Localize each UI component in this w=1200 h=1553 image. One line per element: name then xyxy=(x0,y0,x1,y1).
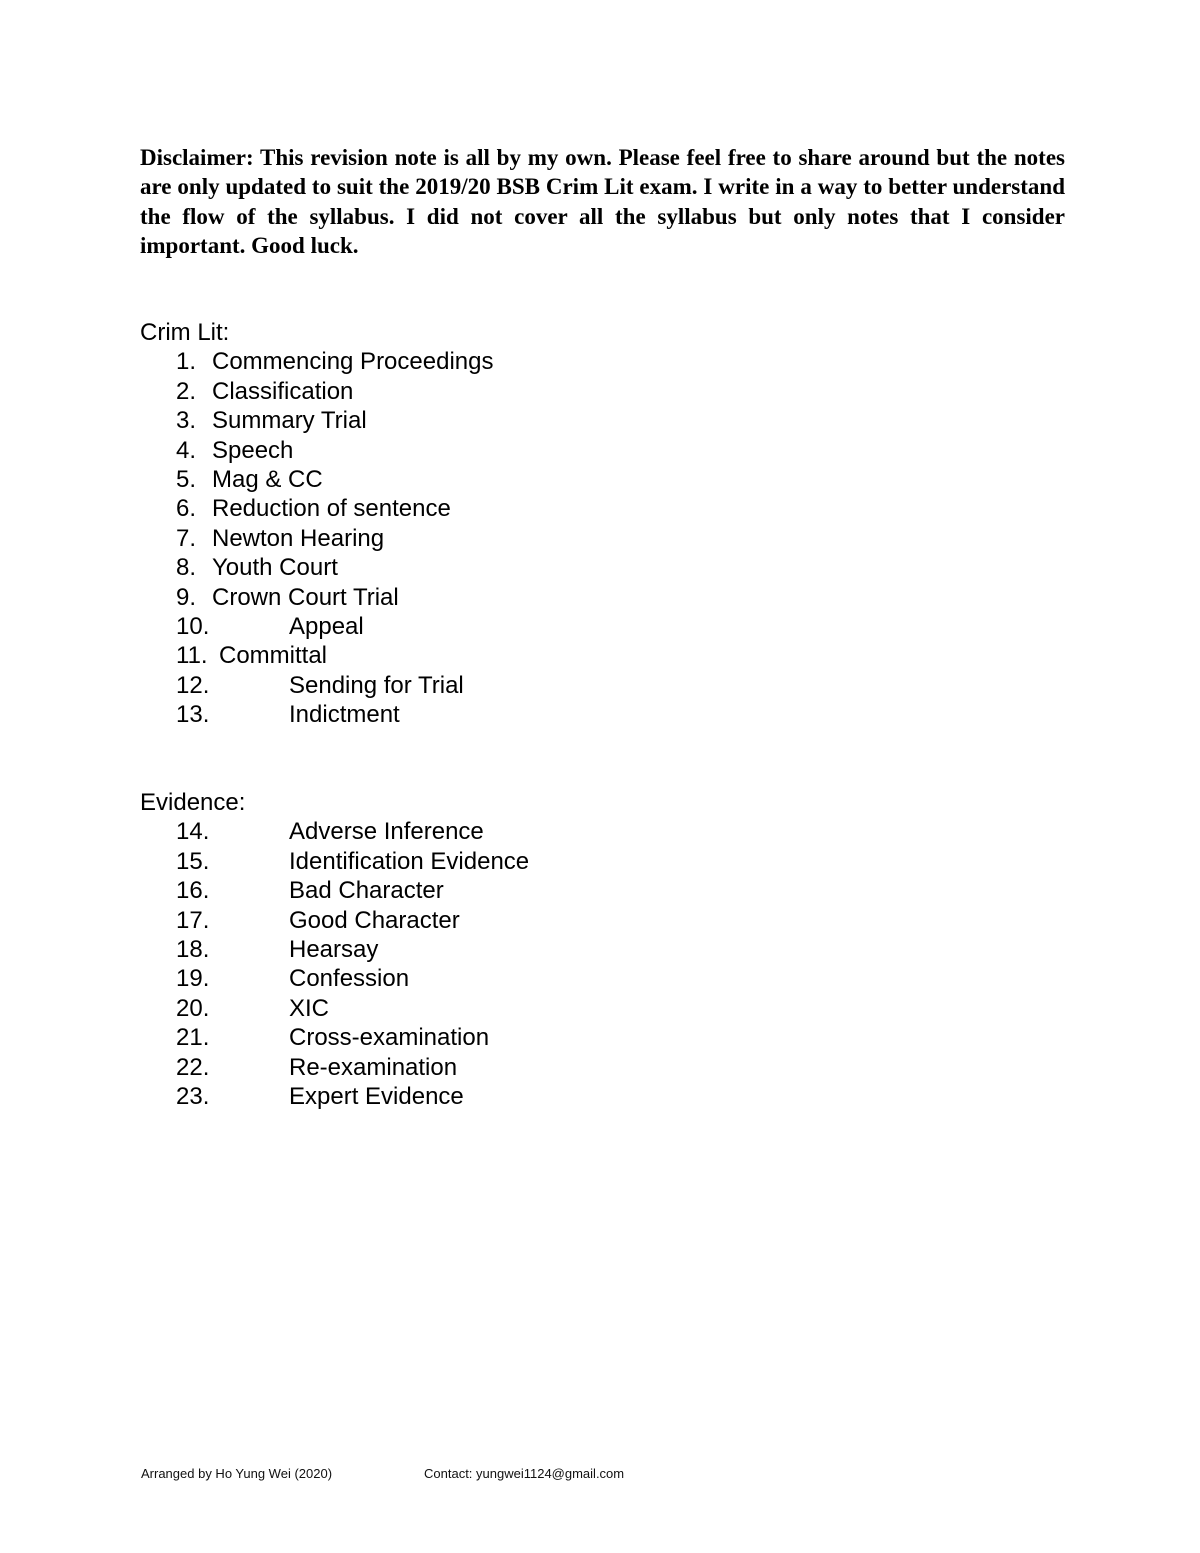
list-item-label: Cross-examination xyxy=(289,1024,490,1052)
list-item-number: 3. xyxy=(176,407,197,435)
list-item-number: 11. xyxy=(176,642,208,670)
list-item-number: 15. xyxy=(176,847,210,875)
footer-contact: Contact: yungwei1124@gmail.com xyxy=(424,1466,625,1481)
list-item-label: Adverse Inference xyxy=(289,818,484,846)
list-item-number: 13. xyxy=(176,701,210,729)
list-item xyxy=(140,641,328,670)
list-item-label: Youth Court xyxy=(212,554,338,582)
list-item xyxy=(140,465,323,494)
footer-arranged-by: Arranged by Ho Yung Wei (2020) xyxy=(141,1466,333,1481)
disclaimer-paragraph: Disclaimer: This revision note is all by my own. Please feel free to share around but the notes are only updated to suit the 2019/20 BSB Crim Lit exam. I write in a way to better understand the flow of the syllabus. I did not cover all the syllabus but only notes that I consider important. Good luck. xyxy=(140,145,1065,258)
list-item-label: XIC xyxy=(289,994,330,1022)
list-item-label: Crown Court Trial xyxy=(212,583,399,611)
list-item-label: Speech xyxy=(212,436,294,464)
list-item-label: Confession xyxy=(289,965,410,993)
list-item xyxy=(140,1053,458,1082)
list-item-number: 18. xyxy=(176,935,210,963)
list-item xyxy=(140,406,367,435)
list-item-label: Mag & CC xyxy=(212,465,323,493)
list-item-number: 22. xyxy=(176,1053,210,1081)
evidence-heading: Evidence: xyxy=(140,789,246,816)
list-item-number: 5. xyxy=(176,465,197,493)
list-item xyxy=(140,436,294,465)
list-item-label: Sending for Trial xyxy=(289,671,464,699)
list-item xyxy=(140,347,494,376)
list-item xyxy=(140,847,530,876)
list-item xyxy=(140,1023,490,1052)
list-item-label: Indictment xyxy=(289,701,400,729)
list-item xyxy=(140,906,460,935)
list-item-number: 2. xyxy=(176,377,197,405)
list-item-number: 12. xyxy=(176,671,210,699)
list-item-number: 8. xyxy=(176,554,197,582)
list-item-number: 4. xyxy=(176,436,197,464)
list-item-label: Summary Trial xyxy=(212,407,367,435)
list-item-label: Re-examination xyxy=(289,1053,458,1081)
list-item-number: 7. xyxy=(176,524,197,552)
list-item xyxy=(140,524,385,553)
list-item-label: Bad Character xyxy=(289,877,444,905)
list-item-number: 20. xyxy=(176,994,210,1022)
list-item xyxy=(140,612,364,641)
list-item-number: 17. xyxy=(176,906,210,934)
list-item xyxy=(140,817,484,846)
list-item-number: 1. xyxy=(176,348,197,376)
list-item xyxy=(140,964,410,993)
list-item-label: Reduction of sentence xyxy=(212,495,451,523)
list-item-label: Hearsay xyxy=(289,935,379,963)
list-item-number: 10. xyxy=(176,612,210,640)
list-item xyxy=(140,583,399,612)
list-item xyxy=(140,1082,464,1111)
list-item-label: Committal xyxy=(219,642,328,670)
list-item-number: 21. xyxy=(176,1024,210,1052)
list-item-number: 16. xyxy=(176,877,210,905)
crim-lit-section xyxy=(140,318,494,729)
list-item-label: Commencing Proceedings xyxy=(212,348,494,376)
list-item xyxy=(140,994,330,1023)
list-item-number: 23. xyxy=(176,1082,210,1110)
list-item xyxy=(140,935,379,964)
list-item xyxy=(140,700,400,729)
crim-lit-heading: Crim Lit: xyxy=(140,319,230,346)
list-item-label: Good Character xyxy=(289,906,460,934)
list-item-label: Expert Evidence xyxy=(289,1082,464,1110)
list-item-label: Classification xyxy=(212,377,354,405)
list-item xyxy=(140,377,354,406)
list-item xyxy=(140,876,444,905)
evidence-section xyxy=(140,788,530,1111)
list-item xyxy=(140,553,338,582)
list-item-number: 6. xyxy=(176,495,197,523)
list-item xyxy=(140,494,451,523)
list-item-number: 9. xyxy=(176,583,197,611)
list-item-label: Appeal xyxy=(289,612,364,640)
list-item-label: Identification Evidence xyxy=(289,847,530,875)
list-item-number: 14. xyxy=(176,818,210,846)
list-item-label: Newton Hearing xyxy=(212,524,385,552)
list-item xyxy=(140,671,464,700)
list-item-number: 19. xyxy=(176,965,210,993)
